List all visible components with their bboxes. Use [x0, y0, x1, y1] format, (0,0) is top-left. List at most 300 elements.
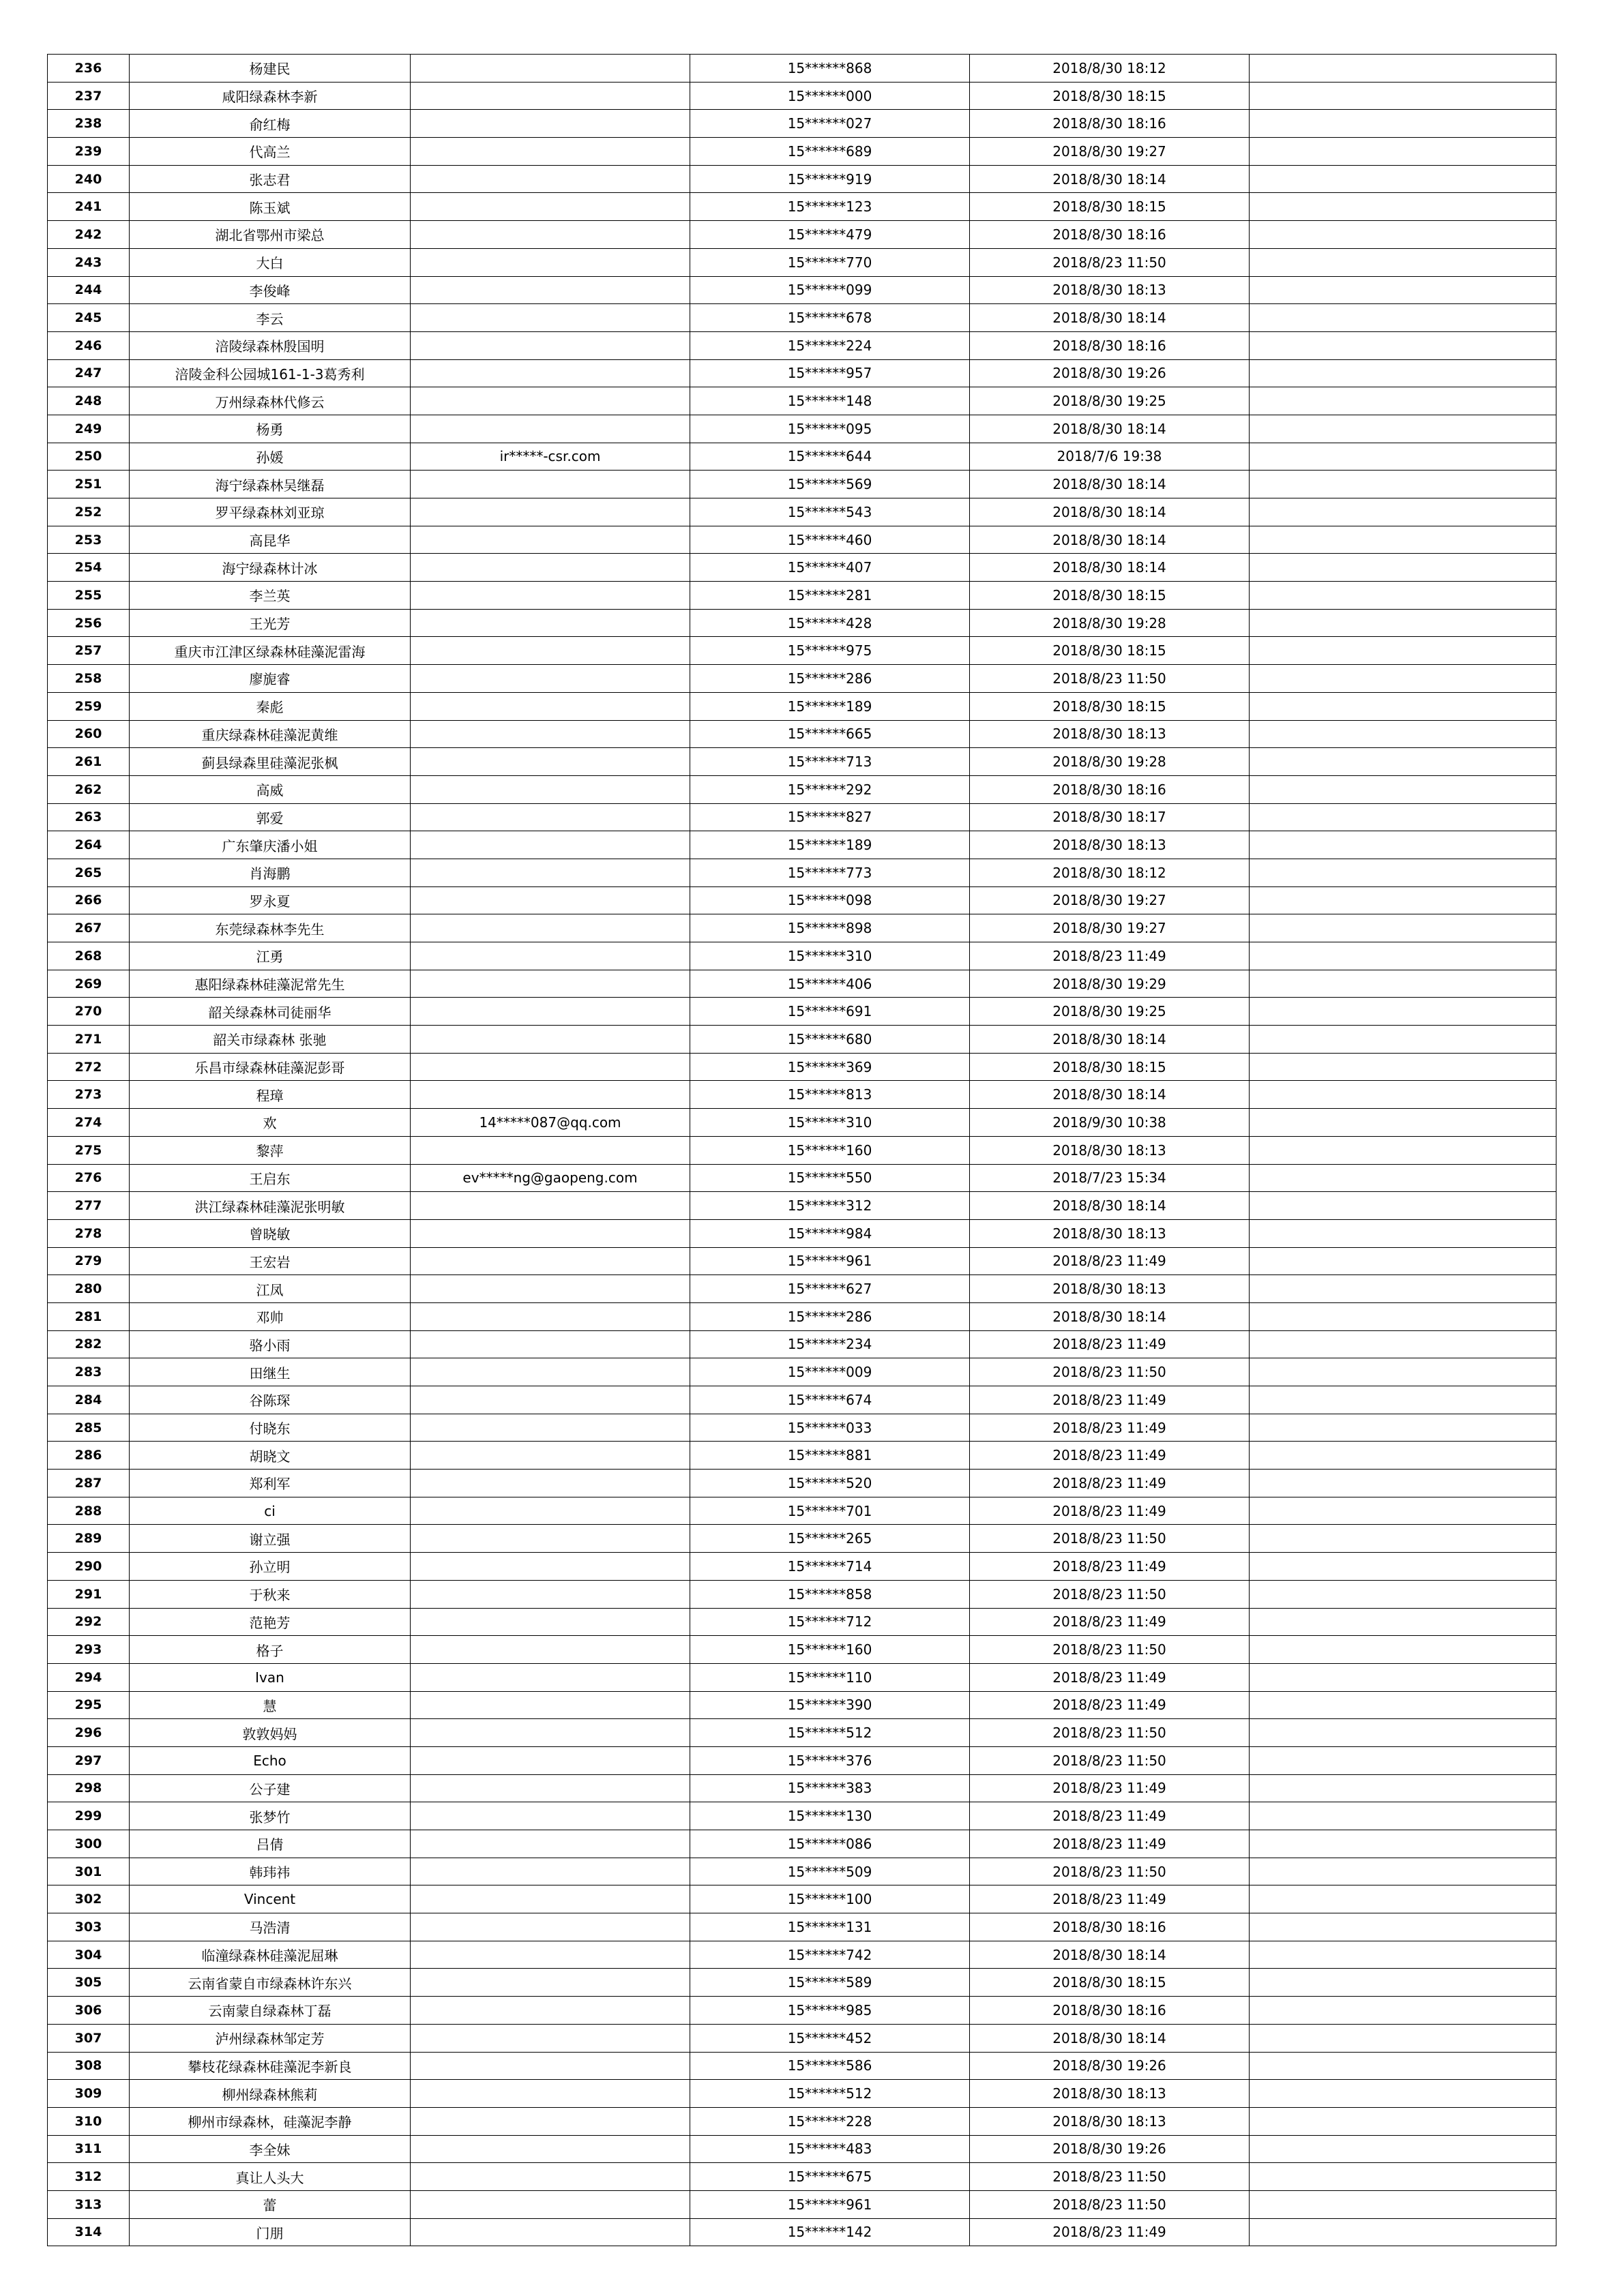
row-number-cell: 262 — [48, 775, 130, 803]
extra-cell — [1250, 2107, 1556, 2135]
row-number-cell: 288 — [48, 1497, 130, 1525]
extra-cell — [1250, 471, 1556, 498]
phone-cell: 15******160 — [690, 1136, 970, 1164]
table-row — [48, 1247, 1556, 1275]
extra-cell — [1250, 55, 1556, 83]
name-cell: 东莞绿森林李先生 — [130, 914, 411, 942]
table-row — [48, 2052, 1556, 2080]
timestamp-cell: 2018/8/23 11:49 — [970, 1553, 1250, 1581]
table-row — [48, 387, 1556, 415]
timestamp-cell: 2018/8/30 18:16 — [970, 221, 1250, 249]
phone-cell: 15******428 — [690, 609, 970, 637]
phone-cell: 15******543 — [690, 498, 970, 526]
email-cell — [411, 1969, 690, 1997]
name-cell: 邓帅 — [130, 1302, 411, 1330]
name-cell: Vincent — [130, 1885, 411, 1913]
table-row — [48, 859, 1556, 886]
extra-cell — [1250, 387, 1556, 415]
row-number-cell: 238 — [48, 110, 130, 138]
phone-cell: 15******675 — [690, 2163, 970, 2191]
email-cell — [411, 1553, 690, 1581]
table-row — [48, 775, 1556, 803]
email-cell — [411, 498, 690, 526]
table-row — [48, 831, 1556, 859]
table-row — [48, 1885, 1556, 1913]
extra-cell — [1250, 1247, 1556, 1275]
timestamp-cell: 2018/8/30 18:16 — [970, 1913, 1250, 1941]
phone-cell: 15******009 — [690, 1358, 970, 1386]
table-row — [48, 554, 1556, 582]
table-row — [48, 1997, 1556, 2025]
name-cell: 李全妹 — [130, 2135, 411, 2163]
name-cell: 代高兰 — [130, 138, 411, 166]
row-number-cell: 313 — [48, 2190, 130, 2218]
phone-cell: 15******644 — [690, 443, 970, 471]
name-cell: 蓟县绿森里硅藻泥张枫 — [130, 748, 411, 776]
name-cell: 罗永夏 — [130, 886, 411, 914]
timestamp-cell: 2018/8/30 18:14 — [970, 2024, 1250, 2052]
name-cell: 广东肇庆潘小姐 — [130, 831, 411, 859]
row-number-cell: 293 — [48, 1636, 130, 1664]
timestamp-cell: 2018/8/30 18:16 — [970, 110, 1250, 138]
table-row — [48, 1358, 1556, 1386]
name-cell: 李俊峰 — [130, 276, 411, 304]
row-number-cell: 273 — [48, 1081, 130, 1109]
row-number-cell: 305 — [48, 1969, 130, 1997]
row-number-cell: 310 — [48, 2107, 130, 2135]
timestamp-cell: 2018/8/23 11:49 — [970, 1247, 1250, 1275]
table-row — [48, 582, 1556, 610]
email-cell — [411, 1026, 690, 1054]
email-cell — [411, 1663, 690, 1691]
phone-cell: 15******512 — [690, 1719, 970, 1747]
email-cell — [411, 720, 690, 748]
email-cell — [411, 1136, 690, 1164]
extra-cell — [1250, 1774, 1556, 1802]
extra-cell — [1250, 2052, 1556, 2080]
timestamp-cell: 2018/8/30 18:13 — [970, 720, 1250, 748]
row-number-cell: 255 — [48, 582, 130, 610]
table-row — [48, 1026, 1556, 1054]
timestamp-cell: 2018/8/30 19:28 — [970, 748, 1250, 776]
phone-cell: 15******312 — [690, 1192, 970, 1220]
row-number-cell: 297 — [48, 1746, 130, 1774]
email-cell — [411, 1774, 690, 1802]
email-cell — [411, 221, 690, 249]
email-cell — [411, 803, 690, 831]
row-number-cell: 245 — [48, 304, 130, 332]
email-cell — [411, 1580, 690, 1608]
extra-cell — [1250, 859, 1556, 886]
phone-cell: 15******742 — [690, 1941, 970, 1969]
timestamp-cell: 2018/8/30 18:16 — [970, 775, 1250, 803]
timestamp-cell: 2018/8/23 11:49 — [970, 1414, 1250, 1442]
email-cell — [411, 387, 690, 415]
email-cell — [411, 471, 690, 498]
email-cell — [411, 1275, 690, 1303]
name-cell: 江凤 — [130, 1275, 411, 1303]
extra-cell — [1250, 526, 1556, 554]
table-body — [48, 55, 1556, 2246]
extra-cell — [1250, 110, 1556, 138]
email-cell: ev*****ng@gaopeng.com — [411, 1164, 690, 1192]
extra-cell — [1250, 914, 1556, 942]
timestamp-cell: 2018/8/30 18:17 — [970, 803, 1250, 831]
row-number-cell: 277 — [48, 1192, 130, 1220]
name-cell: 孙立明 — [130, 1553, 411, 1581]
table-row — [48, 1580, 1556, 1608]
email-cell — [411, 1885, 690, 1913]
timestamp-cell: 2018/8/30 19:26 — [970, 2135, 1250, 2163]
row-number-cell: 314 — [48, 2218, 130, 2246]
row-number-cell: 279 — [48, 1247, 130, 1275]
table-row — [48, 1302, 1556, 1330]
table-row — [48, 2190, 1556, 2218]
phone-cell: 15******265 — [690, 1525, 970, 1553]
extra-cell — [1250, 221, 1556, 249]
table-row — [48, 637, 1556, 665]
email-cell — [411, 1913, 690, 1941]
email-cell — [411, 1746, 690, 1774]
email-cell — [411, 248, 690, 276]
row-number-cell: 282 — [48, 1330, 130, 1358]
table-row — [48, 1802, 1556, 1830]
timestamp-cell: 2018/8/30 18:14 — [970, 304, 1250, 332]
table-row — [48, 526, 1556, 554]
email-cell — [411, 1219, 690, 1247]
phone-cell: 15******569 — [690, 471, 970, 498]
name-cell: 李兰英 — [130, 582, 411, 610]
phone-cell: 15******512 — [690, 2080, 970, 2108]
timestamp-cell: 2018/8/30 18:13 — [970, 1136, 1250, 1164]
email-cell — [411, 998, 690, 1026]
table-row — [48, 1109, 1556, 1137]
email-cell — [411, 359, 690, 387]
phone-cell: 15******407 — [690, 554, 970, 582]
email-cell — [411, 165, 690, 193]
extra-cell — [1250, 1053, 1556, 1081]
name-cell: 王启东 — [130, 1164, 411, 1192]
table-row — [48, 1414, 1556, 1442]
timestamp-cell: 2018/8/30 19:27 — [970, 914, 1250, 942]
row-number-cell: 246 — [48, 331, 130, 359]
timestamp-cell: 2018/8/23 11:50 — [970, 1858, 1250, 1885]
name-cell: 重庆绿森林硅藻泥黄维 — [130, 720, 411, 748]
timestamp-cell: 2018/8/30 18:14 — [970, 165, 1250, 193]
extra-cell — [1250, 82, 1556, 110]
row-number-cell: 308 — [48, 2052, 130, 2080]
email-cell — [411, 886, 690, 914]
extra-cell — [1250, 1414, 1556, 1442]
extra-cell — [1250, 1719, 1556, 1747]
extra-cell — [1250, 1691, 1556, 1719]
phone-cell: 15******086 — [690, 1830, 970, 1858]
registration-table — [47, 54, 1556, 2246]
name-cell: 重庆市江津区绿森林硅藻泥雷海 — [130, 637, 411, 665]
timestamp-cell: 2018/8/23 11:50 — [970, 1719, 1250, 1747]
timestamp-cell: 2018/8/30 18:13 — [970, 831, 1250, 859]
email-cell — [411, 775, 690, 803]
row-number-cell: 249 — [48, 415, 130, 443]
name-cell: 公子建 — [130, 1774, 411, 1802]
email-cell — [411, 1830, 690, 1858]
name-cell: 曾晓敏 — [130, 1219, 411, 1247]
phone-cell: 15******406 — [690, 970, 970, 998]
table-row — [48, 1219, 1556, 1247]
phone-cell: 15******098 — [690, 886, 970, 914]
phone-cell: 15******985 — [690, 1997, 970, 2025]
email-cell — [411, 1802, 690, 1830]
timestamp-cell: 2018/8/30 18:14 — [970, 1941, 1250, 1969]
row-number-cell: 274 — [48, 1109, 130, 1137]
table-row — [48, 276, 1556, 304]
extra-cell — [1250, 304, 1556, 332]
name-cell: 涪陵绿森林殷国明 — [130, 331, 411, 359]
name-cell: 万州绿森林代修云 — [130, 387, 411, 415]
table-row — [48, 748, 1556, 776]
email-cell — [411, 1858, 690, 1885]
table-row — [48, 304, 1556, 332]
phone-cell: 15******100 — [690, 1885, 970, 1913]
phone-cell: 15******689 — [690, 138, 970, 166]
row-number-cell: 241 — [48, 193, 130, 221]
name-cell: 谢立强 — [130, 1525, 411, 1553]
phone-cell: 15******550 — [690, 1164, 970, 1192]
phone-cell: 15******483 — [690, 2135, 970, 2163]
name-cell: 陈玉斌 — [130, 193, 411, 221]
row-number-cell: 244 — [48, 276, 130, 304]
name-cell: 大白 — [130, 248, 411, 276]
phone-cell: 15******099 — [690, 276, 970, 304]
name-cell: 高威 — [130, 775, 411, 803]
phone-cell: 15******627 — [690, 1275, 970, 1303]
extra-cell — [1250, 1081, 1556, 1109]
phone-cell: 15******858 — [690, 1580, 970, 1608]
phone-cell: 15******674 — [690, 1386, 970, 1414]
table-row — [48, 193, 1556, 221]
extra-cell — [1250, 138, 1556, 166]
email-cell — [411, 1414, 690, 1442]
table-row — [48, 970, 1556, 998]
name-cell: 王光芳 — [130, 609, 411, 637]
extra-cell — [1250, 1275, 1556, 1303]
table-row — [48, 1663, 1556, 1691]
extra-cell — [1250, 1830, 1556, 1858]
phone-cell: 15******770 — [690, 248, 970, 276]
timestamp-cell: 2018/8/30 18:13 — [970, 2080, 1250, 2108]
table-row — [48, 1386, 1556, 1414]
email-cell — [411, 1608, 690, 1636]
table-row — [48, 1858, 1556, 1885]
timestamp-cell: 2018/8/23 11:49 — [970, 1663, 1250, 1691]
email-cell — [411, 331, 690, 359]
phone-cell: 15******234 — [690, 1330, 970, 1358]
timestamp-cell: 2018/8/30 18:16 — [970, 1997, 1250, 2025]
phone-cell: 15******110 — [690, 1663, 970, 1691]
name-cell: 王宏岩 — [130, 1247, 411, 1275]
name-cell: 骆小雨 — [130, 1330, 411, 1358]
email-cell — [411, 1192, 690, 1220]
extra-cell — [1250, 193, 1556, 221]
name-cell: 泸州绿森林邹定芳 — [130, 2024, 411, 2052]
email-cell — [411, 55, 690, 83]
row-number-cell: 251 — [48, 471, 130, 498]
phone-cell: 15******286 — [690, 1302, 970, 1330]
email-cell — [411, 665, 690, 693]
extra-cell — [1250, 1858, 1556, 1885]
timestamp-cell: 2018/8/23 11:49 — [970, 1691, 1250, 1719]
extra-cell — [1250, 1358, 1556, 1386]
timestamp-cell: 2018/8/30 18:15 — [970, 1969, 1250, 1997]
row-number-cell: 306 — [48, 1997, 130, 2025]
extra-cell — [1250, 359, 1556, 387]
phone-cell: 15******975 — [690, 637, 970, 665]
email-cell — [411, 1247, 690, 1275]
timestamp-cell: 2018/8/23 11:49 — [970, 1470, 1250, 1497]
email-cell — [411, 1386, 690, 1414]
name-cell: ci — [130, 1497, 411, 1525]
row-number-cell: 291 — [48, 1580, 130, 1608]
phone-cell: 15******123 — [690, 193, 970, 221]
timestamp-cell: 2018/8/30 18:15 — [970, 692, 1250, 720]
extra-cell — [1250, 1885, 1556, 1913]
name-cell: Ivan — [130, 1663, 411, 1691]
name-cell: 张梦竹 — [130, 1802, 411, 1830]
row-number-cell: 294 — [48, 1663, 130, 1691]
row-number-cell: 283 — [48, 1358, 130, 1386]
name-cell: 杨建民 — [130, 55, 411, 83]
table-row — [48, 1330, 1556, 1358]
extra-cell — [1250, 331, 1556, 359]
email-cell — [411, 415, 690, 443]
table-row — [48, 471, 1556, 498]
timestamp-cell: 2018/8/30 18:12 — [970, 859, 1250, 886]
email-cell: ir*****-csr.com — [411, 443, 690, 471]
phone-cell: 15******460 — [690, 526, 970, 554]
table-row — [48, 1636, 1556, 1664]
timestamp-cell: 2018/8/30 19:27 — [970, 138, 1250, 166]
timestamp-cell: 2018/8/30 18:15 — [970, 637, 1250, 665]
timestamp-cell: 2018/8/23 11:49 — [970, 1774, 1250, 1802]
timestamp-cell: 2018/8/23 11:50 — [970, 248, 1250, 276]
timestamp-cell: 2018/9/30 10:38 — [970, 1109, 1250, 1137]
row-number-cell: 260 — [48, 720, 130, 748]
phone-cell: 15******228 — [690, 2107, 970, 2135]
table-row — [48, 1719, 1556, 1747]
extra-cell — [1250, 1164, 1556, 1192]
timestamp-cell: 2018/8/30 18:14 — [970, 498, 1250, 526]
extra-cell — [1250, 1302, 1556, 1330]
name-cell: 韶关市绿森林 张驰 — [130, 1026, 411, 1054]
email-cell — [411, 110, 690, 138]
extra-cell — [1250, 165, 1556, 193]
email-cell — [411, 1081, 690, 1109]
table-row — [48, 82, 1556, 110]
name-cell: 海宁绿森林计冰 — [130, 554, 411, 582]
table-row — [48, 2218, 1556, 2246]
table-row — [48, 165, 1556, 193]
row-number-cell: 266 — [48, 886, 130, 914]
timestamp-cell: 2018/8/30 18:13 — [970, 1219, 1250, 1247]
row-number-cell: 307 — [48, 2024, 130, 2052]
phone-cell: 15******281 — [690, 582, 970, 610]
phone-cell: 15******148 — [690, 387, 970, 415]
row-number-cell: 280 — [48, 1275, 130, 1303]
timestamp-cell: 2018/8/23 11:49 — [970, 1608, 1250, 1636]
email-cell — [411, 831, 690, 859]
extra-cell — [1250, 1470, 1556, 1497]
name-cell: 肖海鹏 — [130, 859, 411, 886]
email-cell — [411, 1053, 690, 1081]
phone-cell: 15******479 — [690, 221, 970, 249]
name-cell: 郭爱 — [130, 803, 411, 831]
name-cell: 临潼绿森林硅藻泥屈琳 — [130, 1941, 411, 1969]
timestamp-cell: 2018/8/23 11:50 — [970, 2190, 1250, 2218]
extra-cell — [1250, 1746, 1556, 1774]
table-row — [48, 1081, 1556, 1109]
email-cell — [411, 609, 690, 637]
name-cell: 咸阳绿森林李新 — [130, 82, 411, 110]
phone-cell: 15******310 — [690, 1109, 970, 1137]
timestamp-cell: 2018/8/23 11:49 — [970, 1830, 1250, 1858]
table-row — [48, 2080, 1556, 2108]
email-cell — [411, 2024, 690, 2052]
row-number-cell: 309 — [48, 2080, 130, 2108]
email-cell — [411, 2107, 690, 2135]
phone-cell: 15******224 — [690, 331, 970, 359]
timestamp-cell: 2018/8/30 18:14 — [970, 471, 1250, 498]
extra-cell — [1250, 1553, 1556, 1581]
row-number-cell: 312 — [48, 2163, 130, 2191]
phone-cell: 15******678 — [690, 304, 970, 332]
table-row — [48, 1774, 1556, 1802]
extra-cell — [1250, 1192, 1556, 1220]
table-row — [48, 886, 1556, 914]
extra-cell — [1250, 1636, 1556, 1664]
phone-cell: 15******390 — [690, 1691, 970, 1719]
extra-cell — [1250, 1386, 1556, 1414]
email-cell — [411, 1941, 690, 1969]
name-cell: 程璋 — [130, 1081, 411, 1109]
name-cell: 范艳芳 — [130, 1608, 411, 1636]
phone-cell: 15******868 — [690, 55, 970, 83]
phone-cell: 15******027 — [690, 110, 970, 138]
timestamp-cell: 2018/8/30 19:25 — [970, 998, 1250, 1026]
extra-cell — [1250, 1802, 1556, 1830]
extra-cell — [1250, 276, 1556, 304]
extra-cell — [1250, 1663, 1556, 1691]
name-cell: 攀枝花绿森林硅藻泥李新良 — [130, 2052, 411, 2080]
extra-cell — [1250, 1580, 1556, 1608]
row-number-cell: 261 — [48, 748, 130, 776]
phone-cell: 15******773 — [690, 859, 970, 886]
row-number-cell: 284 — [48, 1386, 130, 1414]
table-row — [48, 1442, 1556, 1470]
table-row — [48, 1830, 1556, 1858]
timestamp-cell: 2018/8/23 11:49 — [970, 1802, 1250, 1830]
email-cell — [411, 138, 690, 166]
table-row — [48, 55, 1556, 83]
email-cell — [411, 1636, 690, 1664]
timestamp-cell: 2018/8/23 11:49 — [970, 1330, 1250, 1358]
row-number-cell: 300 — [48, 1830, 130, 1858]
timestamp-cell: 2018/8/30 18:14 — [970, 1026, 1250, 1054]
row-number-cell: 270 — [48, 998, 130, 1026]
extra-cell — [1250, 970, 1556, 998]
name-cell: 蕾 — [130, 2190, 411, 2218]
email-cell — [411, 942, 690, 970]
timestamp-cell: 2018/8/30 18:13 — [970, 1275, 1250, 1303]
